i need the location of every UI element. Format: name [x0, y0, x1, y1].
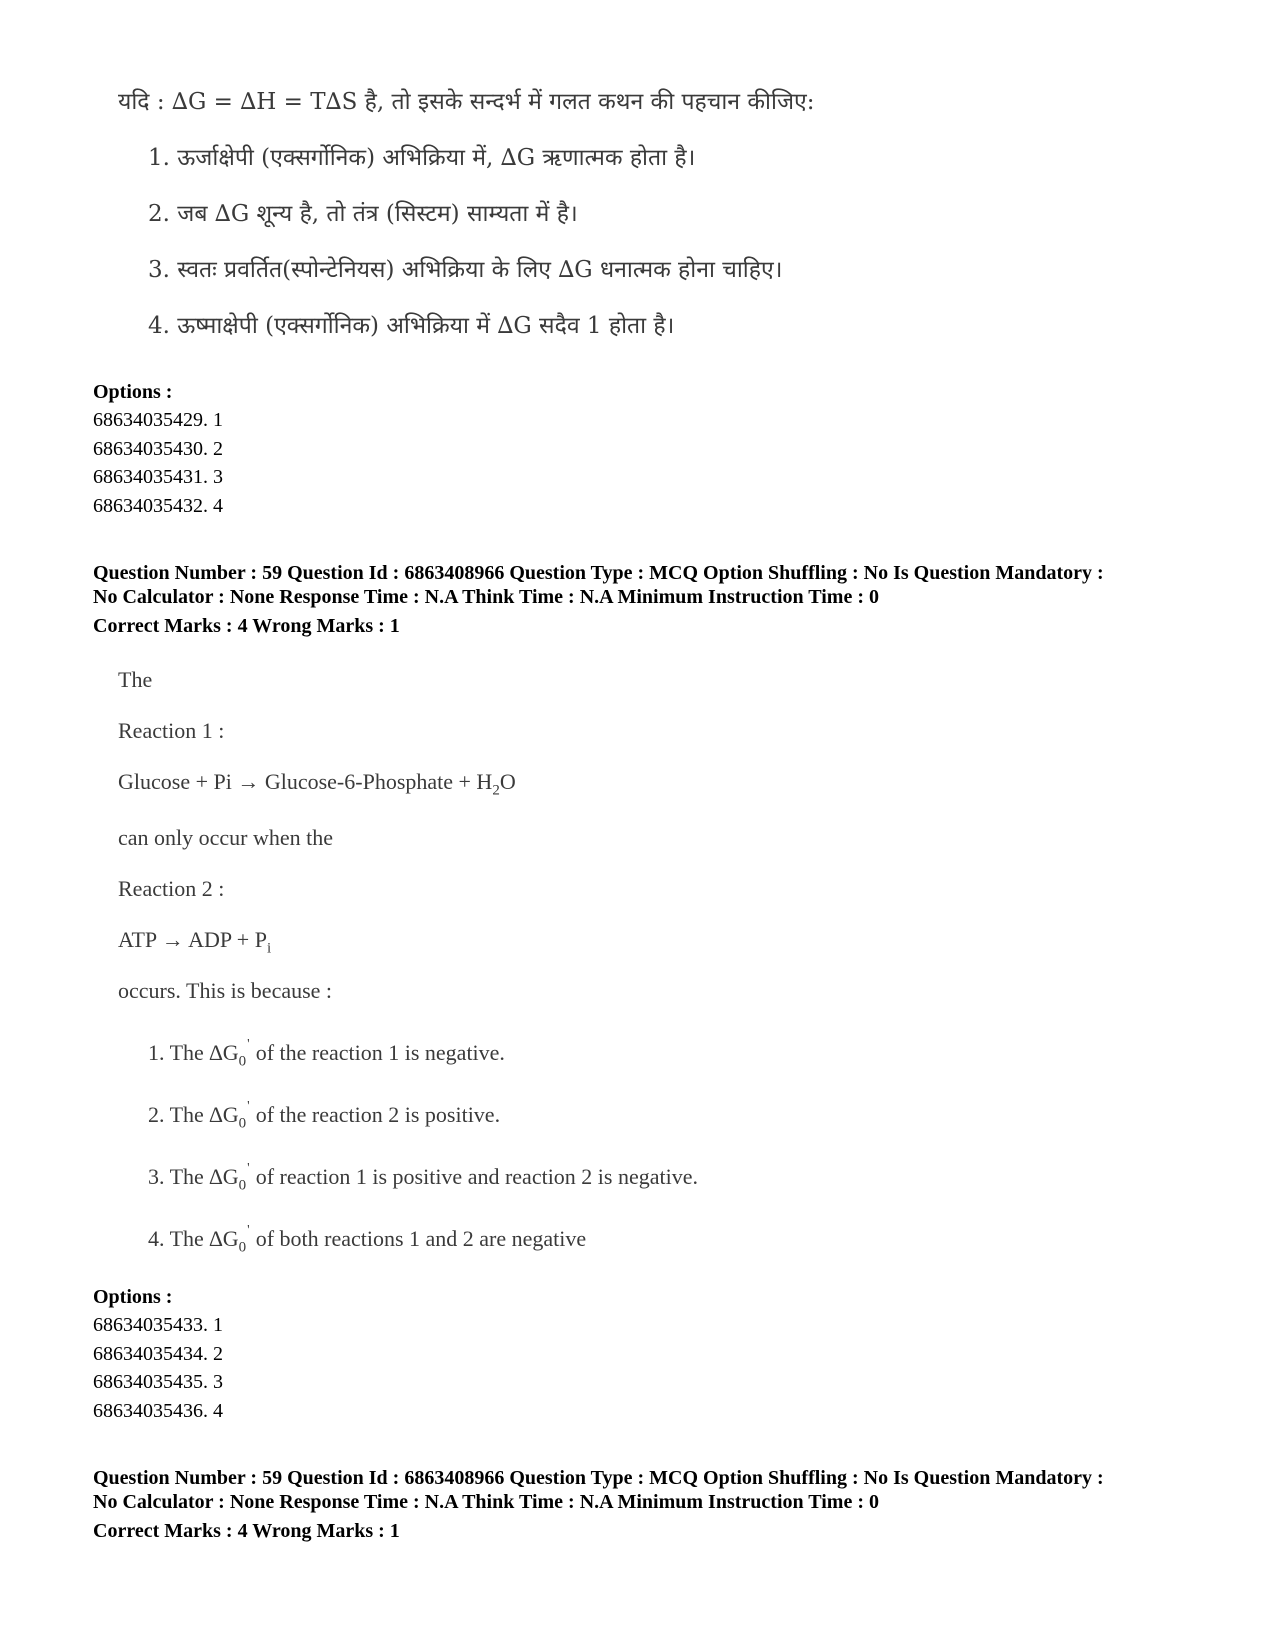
next-marks: Correct Marks : 4 Wrong Marks : 1 [93, 1520, 400, 1542]
question-59-image [118, 663, 818, 1263]
q58-option-2: 68634035430. 2 [93, 437, 223, 460]
q58-option-1: 68634035429. 1 [93, 409, 223, 431]
q59-option-1: 68634035433. 1 [93, 1314, 223, 1336]
q59-options-label: Options : [93, 1286, 173, 1308]
q58-statement-4: 4. ऊष्माक्षेपी (एक्सर्गोनिक) अभिक्रिया में ∆G सदैव 1 होता है। [148, 313, 675, 339]
q59-meta-line-1: Question Number : 59 Question Id : 6863408966 Question Type : MCQ Option Shuffling : No Is Question Mandatory : [93, 562, 1104, 584]
q59-statement-2: 2. The $\Delta G_0'$ of the reaction 2 is positive. [148, 1099, 501, 1132]
q59-marks: Correct Marks : 4 Wrong Marks : 1 [93, 615, 400, 637]
q59-statement-4: 4. The $\Delta G_0'$ of both reactions 1 and 2 are negative [148, 1223, 587, 1256]
q59-statement-1: 1. The $\Delta G_0'$ of the reaction 1 is negative. [148, 1037, 505, 1070]
q58-statement-2: 2. जब ∆G शून्य है, तो तंत्र (सिस्टम) साम्यता में है। [148, 201, 578, 227]
q59-reaction-2-equation: ATP → ADP + $P_i$ [118, 927, 272, 957]
q59-the: The [118, 667, 153, 692]
q58-option-3: 68634035431. 3 [93, 466, 223, 489]
q59-because: occurs. This is because : [118, 978, 333, 1003]
q58-statement-1: 1. ऊर्जाक्षेपी (एक्सर्गोनिक) अभिक्रिया में, ∆G ऋणात्मक होता है। [148, 145, 696, 171]
q59-meta-line-2: No Calculator : None Response Time : N.A Think Time : N.A Minimum Instruction Time : 0 [93, 586, 879, 608]
q59-option-4: 68634035436. 4 [93, 1400, 223, 1423]
q59-option-2: 68634035434. 2 [93, 1342, 223, 1365]
q58-statement-3: 3. स्वतः प्रवर्तित(स्पोन्टेनियस) अभिक्रिया के लिए ∆G धनात्मक होना चाहिए। [148, 257, 783, 283]
q59-reaction-1-equation: Glucose + Pi → Glucose-6-Phosphate + $H_2O$ [118, 769, 516, 799]
q59-statement-3: 3. The $\Delta G_0'$ of reaction 1 is positive and reaction 2 is negative. [148, 1161, 698, 1194]
q59-option-3: 68634035435. 3 [93, 1371, 223, 1394]
q59-can-occur: can only occur when the [118, 825, 334, 850]
q59-reaction-1-label: Reaction 1 : [118, 718, 225, 743]
q59-options-list [93, 1311, 223, 1426]
next-meta-line-1: Question Number : 59 Question Id : 6863408966 Question Type : MCQ Option Shuffling : No Is Question Mandatory : [93, 1467, 1104, 1489]
question-58-stem: यदि : ∆G = ∆H = T∆S है, तो इसके सन्दर्भ में गलत कथन की पहचान कीजिए: [118, 89, 815, 115]
q58-options-list [93, 406, 223, 521]
next-meta-line-2: No Calculator : None Response Time : N.A Think Time : N.A Minimum Instruction Time : 0 [93, 1491, 879, 1513]
q58-options-label: Options : [93, 381, 173, 403]
question-58-image [118, 80, 878, 370]
q59-reaction-2-label: Reaction 2 : [118, 876, 225, 901]
q58-option-4: 68634035432. 4 [93, 495, 223, 518]
